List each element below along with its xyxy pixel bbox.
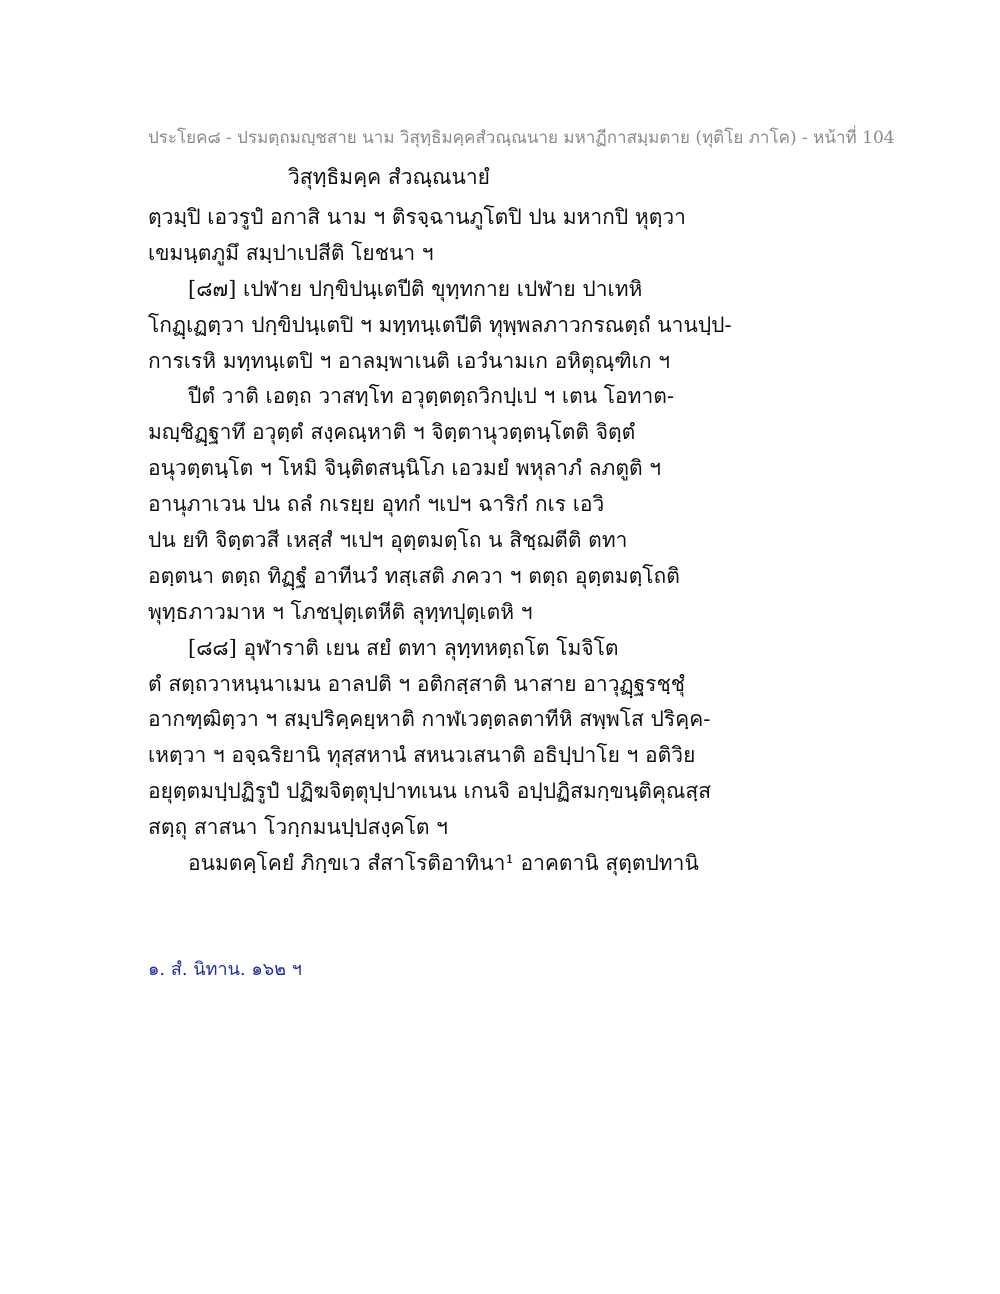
paragraph-88-start: [๘๘] อุฬาราติ เยน สยํ ตทา ลุทฺทหตฺถโต โมจิโต [188, 635, 619, 660]
footnote: ๑. สํ. นิทาน. ๑๖๒ ฯ [148, 959, 302, 980]
text-line: เขมนฺตภูมึ สมฺปาเปสีติ โยชนา ฯ [148, 240, 434, 265]
text-line: อากฑฺฒิตฺวา ฯ สมฺปริคฺคยฺหาติ กาฬเวตฺตลตาทีหิ สพฺพโส ปริคฺค- [148, 707, 711, 732]
text-line: ตํ สตฺถวาหนฺนาเมน อาลปติ ฯ อติกสฺสาติ นาสาย อาวุฏฺฐรชฺชุํ [148, 671, 685, 696]
text-line: เหตฺวา ฯ อจฺฉริยานิ ทุสฺสหานํ สหนวเสนาติ อธิปฺปาโย ฯ อติวิย [148, 743, 696, 768]
text-line: พุทฺธภาวมาห ฯ โภชปุตฺเตหีติ ลุทฺทปุตฺเตหิ ฯ [148, 599, 533, 624]
text-line: มญฺชิฏฺฐาทึ อวุตฺตํ สงฺคณฺหาติ ฯ จิตฺตานุวตฺตนฺโตติ จิตฺตํ [148, 420, 636, 445]
text-line: การเรหิ มทฺทนฺเตปิ ฯ อาลมฺพาเนติ เอวํนามเก อหิตุณฺฑิเก ฯ [148, 348, 671, 373]
text-line: อนุวตฺตนฺโต ฯ โหมิ จินฺติตสนฺนิโภ เอวมยํ พหุลาภํ ลภตูติ ฯ [148, 456, 662, 481]
page-header: ประโยค๘ - ปรมตฺถมญฺชสาย นาม วิสุทฺธิมคฺคสํวณฺณนาย มหาฏีกาสมฺมตาย (ทุติโย ภาโค) - หน้าที่ 104 [148, 128, 895, 148]
text-line: สตฺถุ สาสนา โวกฺกมนปฺปสงฺคโต ฯ [148, 815, 448, 840]
text-line: ปน ยทิ จิตฺตวสี เหสฺสํ ฯเปฯ อุตฺตมตฺโถ น สิชฺฌตีติ ตทา [148, 528, 628, 553]
text-line: อยุตฺตมปฺปฏิรูปํ ปฏิฆจิตฺตุปฺปาทเนน เกนจิ อปฺปฏิสมกฺขนฺติคุณสฺส [148, 779, 712, 804]
text-line: อานุภาเวน ปน ถลํ กเรยฺย อุทกํ ฯเปฯ ฉาริกํ กเร เอวิ [148, 492, 605, 517]
text-line: โกฏฺเฏตฺวา ปกฺขิปนฺเตปิ ฯ มทฺทนฺเตปีติ ทุพฺพลภาวกรณตฺถํ นานปฺป- [148, 312, 732, 337]
text-line: ตฺวมฺปิ เอวรูปํ อกาสิ นาม ฯ ติรจฺฉานภูโตปิ ปน มหากปิ หุตฺวา [148, 205, 686, 229]
paragraph-start: ปีตํ วาติ เอตฺถ วาสทฺโท อวุตฺตตฺถวิกปฺเป ฯ เตน โอทาต- [188, 384, 675, 409]
text-line: อตฺตนา ตตฺถ ทิฏฺฐํ อาทีนวํ ทสฺเสติ ภควา ฯ ตตฺถ อุตฺตมตฺโถติ [148, 563, 680, 588]
paragraph-87-start: [๘๗] เปฬาย ปกฺขิปนฺเตปีติ ขุทฺทกาย เปฬาย ปาเทหิ [188, 276, 643, 301]
book-title: วิสุทฺธิมคฺค สํวณฺณนายํ [288, 165, 490, 189]
paragraph-start: อนมตคฺโคยํ ภิกฺขเว สํสาโรติอาทินา¹ อาคตานิ สุตฺตปทานิ [188, 851, 699, 876]
body-text [148, 200, 848, 882]
